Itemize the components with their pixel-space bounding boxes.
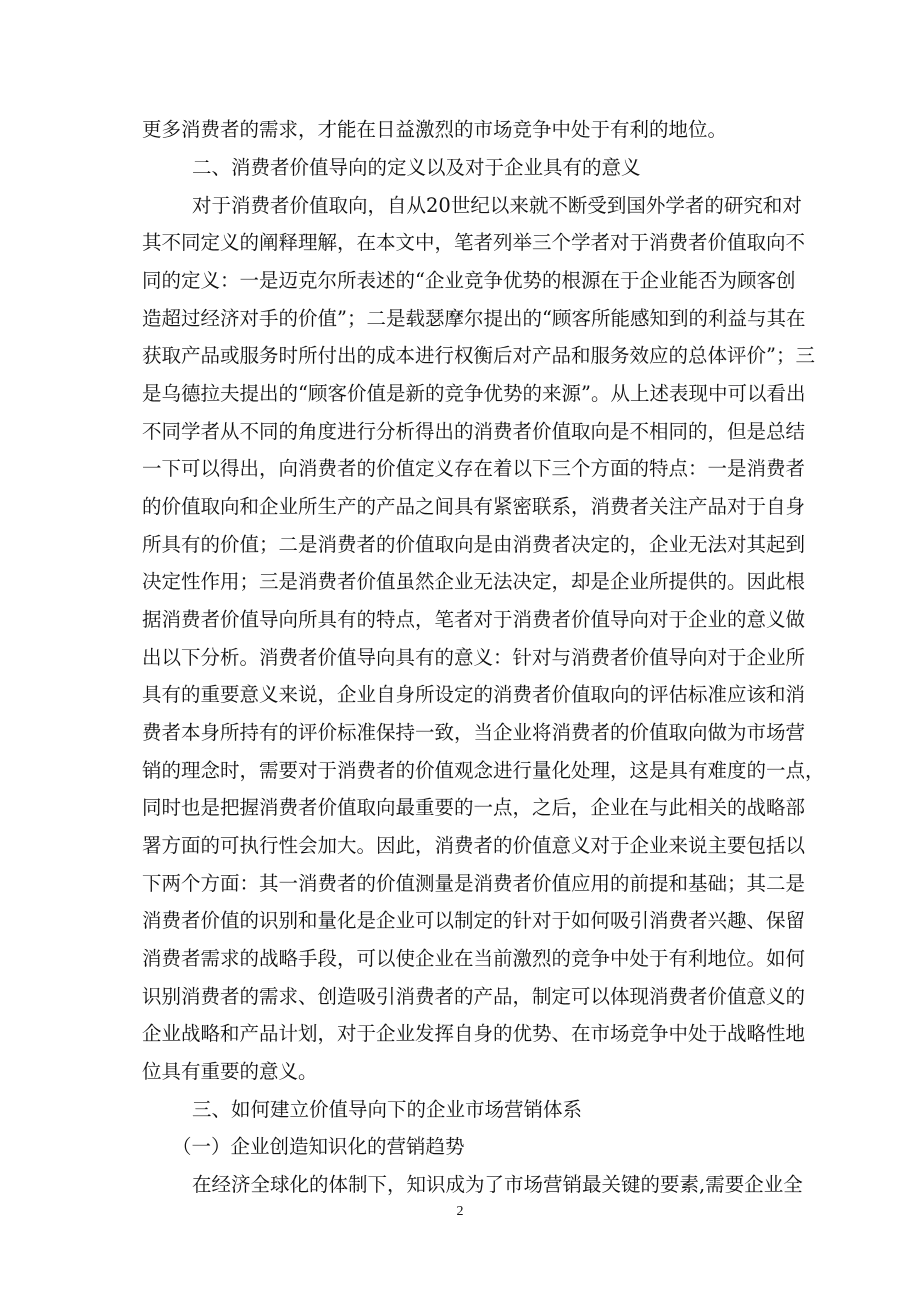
text-line: 消费者价值的识别和量化是企业可以制定的针对于如何吸引消费者兴趣、保留 <box>142 909 806 932</box>
text-line: 更多消费者的需求，才能在日益激烈的市场竞争中处于有利的地位。 <box>142 118 728 141</box>
text-line: 在经济全球化的体制下，知识成为了市场营销最关键的要素,需要企业全 <box>192 1173 803 1196</box>
text-line: 其不同定义的阐释理解，在本文中，笔者列举三个学者对于消费者价值取向不 <box>142 231 806 254</box>
text-line: 位具有重要的意义。 <box>142 1060 318 1083</box>
text-line: 决定性作用；三是消费者价值虽然企业无法决定，却是企业所提供的。因此根 <box>142 570 806 593</box>
text-line: 一下可以得出，向消费者的价值定义存在着以下三个方面的特点：一是消费者 <box>142 457 806 480</box>
text-line: 出以下分析。消费者价值导向具有的意义：针对与消费者价值导向对于企业所 <box>142 646 806 669</box>
text-line: 对于消费者价值取向，自从20世纪以来就不断受到国外学者的研究和对 <box>192 194 802 217</box>
text-line: 据消费者价值导向所具有的特点，笔者对于消费者价值导向对于企业的意义做 <box>142 608 806 631</box>
text-line: 署方面的可执行性会加大。因此，消费者的价值意义对于企业来说主要包括以 <box>142 834 806 857</box>
text-line: 下两个方面：其一消费者的价值测量是消费者价值应用的前提和基础；其二是 <box>142 872 806 895</box>
subsection-heading: （一）企业创造知识化的营销趋势 <box>172 1135 465 1158</box>
page-number: 2 <box>456 1204 464 1219</box>
text-line: 不同学者从不同的角度进行分析得出的消费者价值取向是不相同的，但是总结 <box>142 420 806 443</box>
text-line: 具有的重要意义来说，企业自身所设定的消费者价值取向的评估标准应该和消 <box>142 683 806 706</box>
text-line: 获取产品或服务时所付出的成本进行权衡后对产品和服务效应的总体评价”；三 <box>142 344 815 367</box>
text-line: 所具有的价值；二是消费者的价值取向是由消费者决定的，企业无法对其起到 <box>142 533 806 556</box>
text-line: 的价值取向和企业所生产的产品之间具有紧密联系，消费者关注产品对于自身 <box>142 495 806 518</box>
text-line: 是乌德拉夫提出的“顾客价值是新的竞争优势的来源”。从上述表现中可以看出 <box>142 382 806 405</box>
text-line: 造超过经济对手的价值”；二是载瑟摩尔提出的“顾客所能感知到的利益与其在 <box>142 307 806 330</box>
text-line: 企业战略和产品计划，对于企业发挥自身的优势、在市场竞争中处于战略性地 <box>142 1022 806 1045</box>
section-heading: 三、如何建立价值导向下的企业市场营销体系 <box>192 1098 583 1121</box>
section-heading: 二、消费者价值导向的定义以及对于企业具有的意义 <box>192 156 641 179</box>
text-line: 销的理念时，需要对于消费者的价值观念进行量化处理，这是具有难度的一点， <box>142 759 825 782</box>
text-line: 消费者需求的战略手段，可以使企业在当前激烈的竞争中处于有利地位。如何 <box>142 947 806 970</box>
text-line: 识别消费者的需求、创造吸引消费者的产品，制定可以体现消费者价值意义的 <box>142 985 806 1008</box>
text-line: 同的定义：一是迈克尔所表述的“企业竞争优势的根源在于企业能否为顾客创 <box>142 269 796 292</box>
text-line: 费者本身所持有的评价标准保持一致，当企业将消费者的价值取向做为市场营 <box>142 721 806 744</box>
text-line: 同时也是把握消费者价值取向最重要的一点，之后，企业在与此相关的战略部 <box>142 796 806 819</box>
